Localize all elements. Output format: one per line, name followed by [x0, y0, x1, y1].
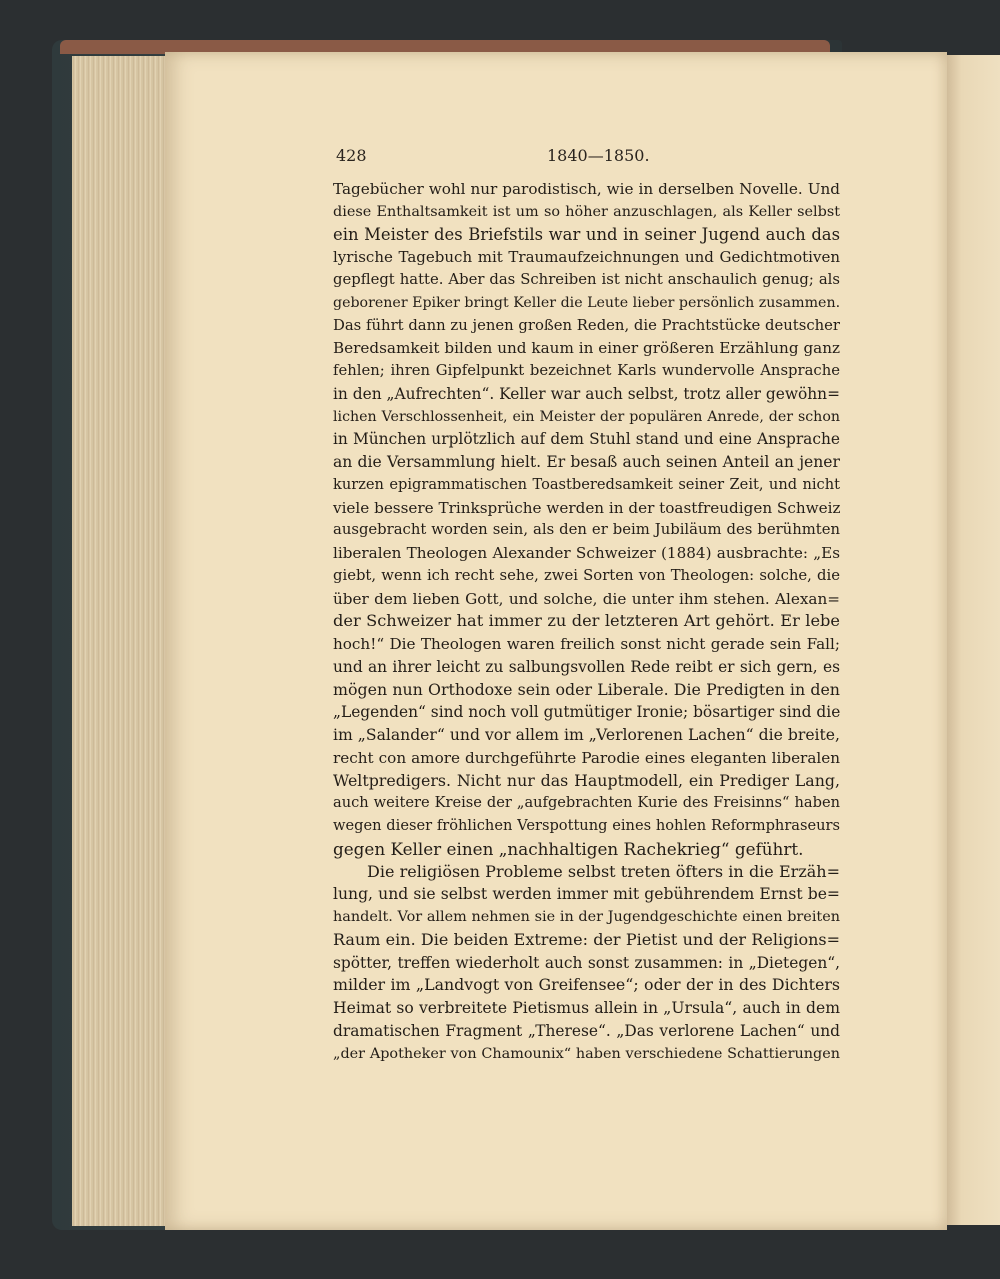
text-line: Weltpredigers. Nicht nur das Hauptmodell, ein Prediger Lang,: [333, 770, 840, 790]
text-line: liberalen Theologen Alexander Schweizer (1884) ausbrachte: „Es: [333, 544, 840, 562]
text-line: mögen nun Orthodoxe sein oder Liberale. Die Predigten in den: [333, 679, 840, 699]
header-title: 1840—1850.: [547, 146, 650, 165]
text-line: im „Salander“ und vor allem im „Verlorenen Lachen“ die breite,: [333, 726, 840, 744]
text-line: Die religiösen Probleme selbst treten öfters in die Erzäh=: [367, 861, 840, 881]
text-line: in den „Aufrechten“. Keller war auch selbst, trotz aller gewöhn=: [333, 384, 840, 403]
text-line: lyrische Tagebuch mit Traumaufzeichnungen und Gedichtmotiven: [333, 248, 840, 267]
text-line: handelt. Vor allem nehmen sie in der Jugendgeschichte einen breiten: [333, 909, 840, 925]
text-line: in München urplötzlich auf dem Stuhl stand und eine Ansprache: [333, 430, 840, 449]
facing-page-edge: [945, 55, 1000, 1225]
body-text: [333, 178, 840, 1065]
text-line: Tagebücher wohl nur parodistisch, wie in derselben Novelle. Und: [333, 180, 840, 198]
text-line: Das führt dann zu jenen großen Reden, die Prachtstücke deutscher: [333, 316, 840, 334]
text-line: der Schweizer hat immer zu der letzteren Art gehört. Er lebe: [333, 611, 840, 631]
text-line: fehlen; ihren Gipfelpunkt bezeichnet Karls wundervolle Ansprache: [333, 362, 840, 379]
text-line: kurzen epigrammatischen Toastberedsamkeit seiner Zeit, und nicht: [333, 475, 840, 493]
text-line: „Legenden“ sind noch voll gutmütiger Ironie; bösartiger sind die: [333, 703, 841, 722]
text-line: Heimat so verbreitete Pietismus allein in „Ursula“, auch in dem: [333, 999, 840, 1017]
text-line: geborener Epiker bringt Keller die Leute lieber persönlich zusammen.: [333, 294, 841, 311]
text-line: „der Apotheker von Chamounix“ haben verschiedene Schattierungen: [333, 1045, 840, 1062]
text-line: ausgebracht worden sein, als den er beim Jubiläum des berühmten: [333, 521, 840, 539]
text-line: Raum ein. Die beiden Extreme: der Pietist und der Religions=: [333, 929, 840, 949]
text-line: spötter, treffen wiederholt auch sonst zusammen: in „Dietegen“,: [333, 953, 840, 972]
page-number: 428: [336, 146, 367, 165]
text-line: lichen Verschlossenheit, ein Meister der populären Anrede, der schon: [333, 408, 840, 425]
text-line: gepflegt hatte. Aber das Schreiben ist nicht anschaulich genug; als: [333, 271, 840, 288]
text-line: milder im „Landvogt von Greifensee“; oder der in des Dichters: [333, 975, 840, 995]
text-line: hoch!“ Die Theologen waren freilich sonst nicht gerade sein Fall;: [333, 635, 840, 653]
text-line: an die Versammlung hielt. Er besaß auch seinen Anteil an jener: [333, 453, 840, 471]
text-line: gegen Keller einen „nachhaltigen Rachekrieg“ geführt.: [333, 838, 804, 859]
text-line: über dem lieben Gott, und solche, die unter ihm stehen. Alexan=: [333, 589, 840, 608]
running-head: [336, 146, 840, 168]
text-line: diese Enthaltsamkeit ist um so höher anzuschlagen, als Keller selbst: [333, 203, 840, 220]
text-line: ein Meister des Briefstils war und in seiner Jugend auch das: [333, 224, 840, 244]
text-line: lung, und sie selbst werden immer mit gebührendem Ernst be=: [333, 885, 840, 904]
text-line: giebt, wenn ich recht sehe, zwei Sorten von Theologen: solche, die: [333, 566, 840, 584]
text-line: wegen dieser fröhlichen Verspottung eines hohlen Reformphraseurs: [333, 817, 840, 834]
text-line: Beredsamkeit bilden und kaum in einer größeren Erzählung ganz: [333, 339, 840, 358]
page-stack: [72, 56, 172, 1226]
text-line: auch weitere Kreise der „aufgebrachten Kurie des Freisinns“ haben: [333, 794, 840, 812]
text-line: und an ihrer leicht zu salbungsvollen Rede reibt er sich gern, es: [333, 657, 840, 676]
text-line: recht con amore durchgeführte Parodie eines eleganten liberalen: [333, 748, 840, 767]
text-line: dramatischen Fragment „Therese“. „Das verlorene Lachen“ und: [333, 1021, 840, 1040]
text-line: viele bessere Trinksprüche werden in der toastfreudigen Schweiz: [333, 498, 841, 517]
